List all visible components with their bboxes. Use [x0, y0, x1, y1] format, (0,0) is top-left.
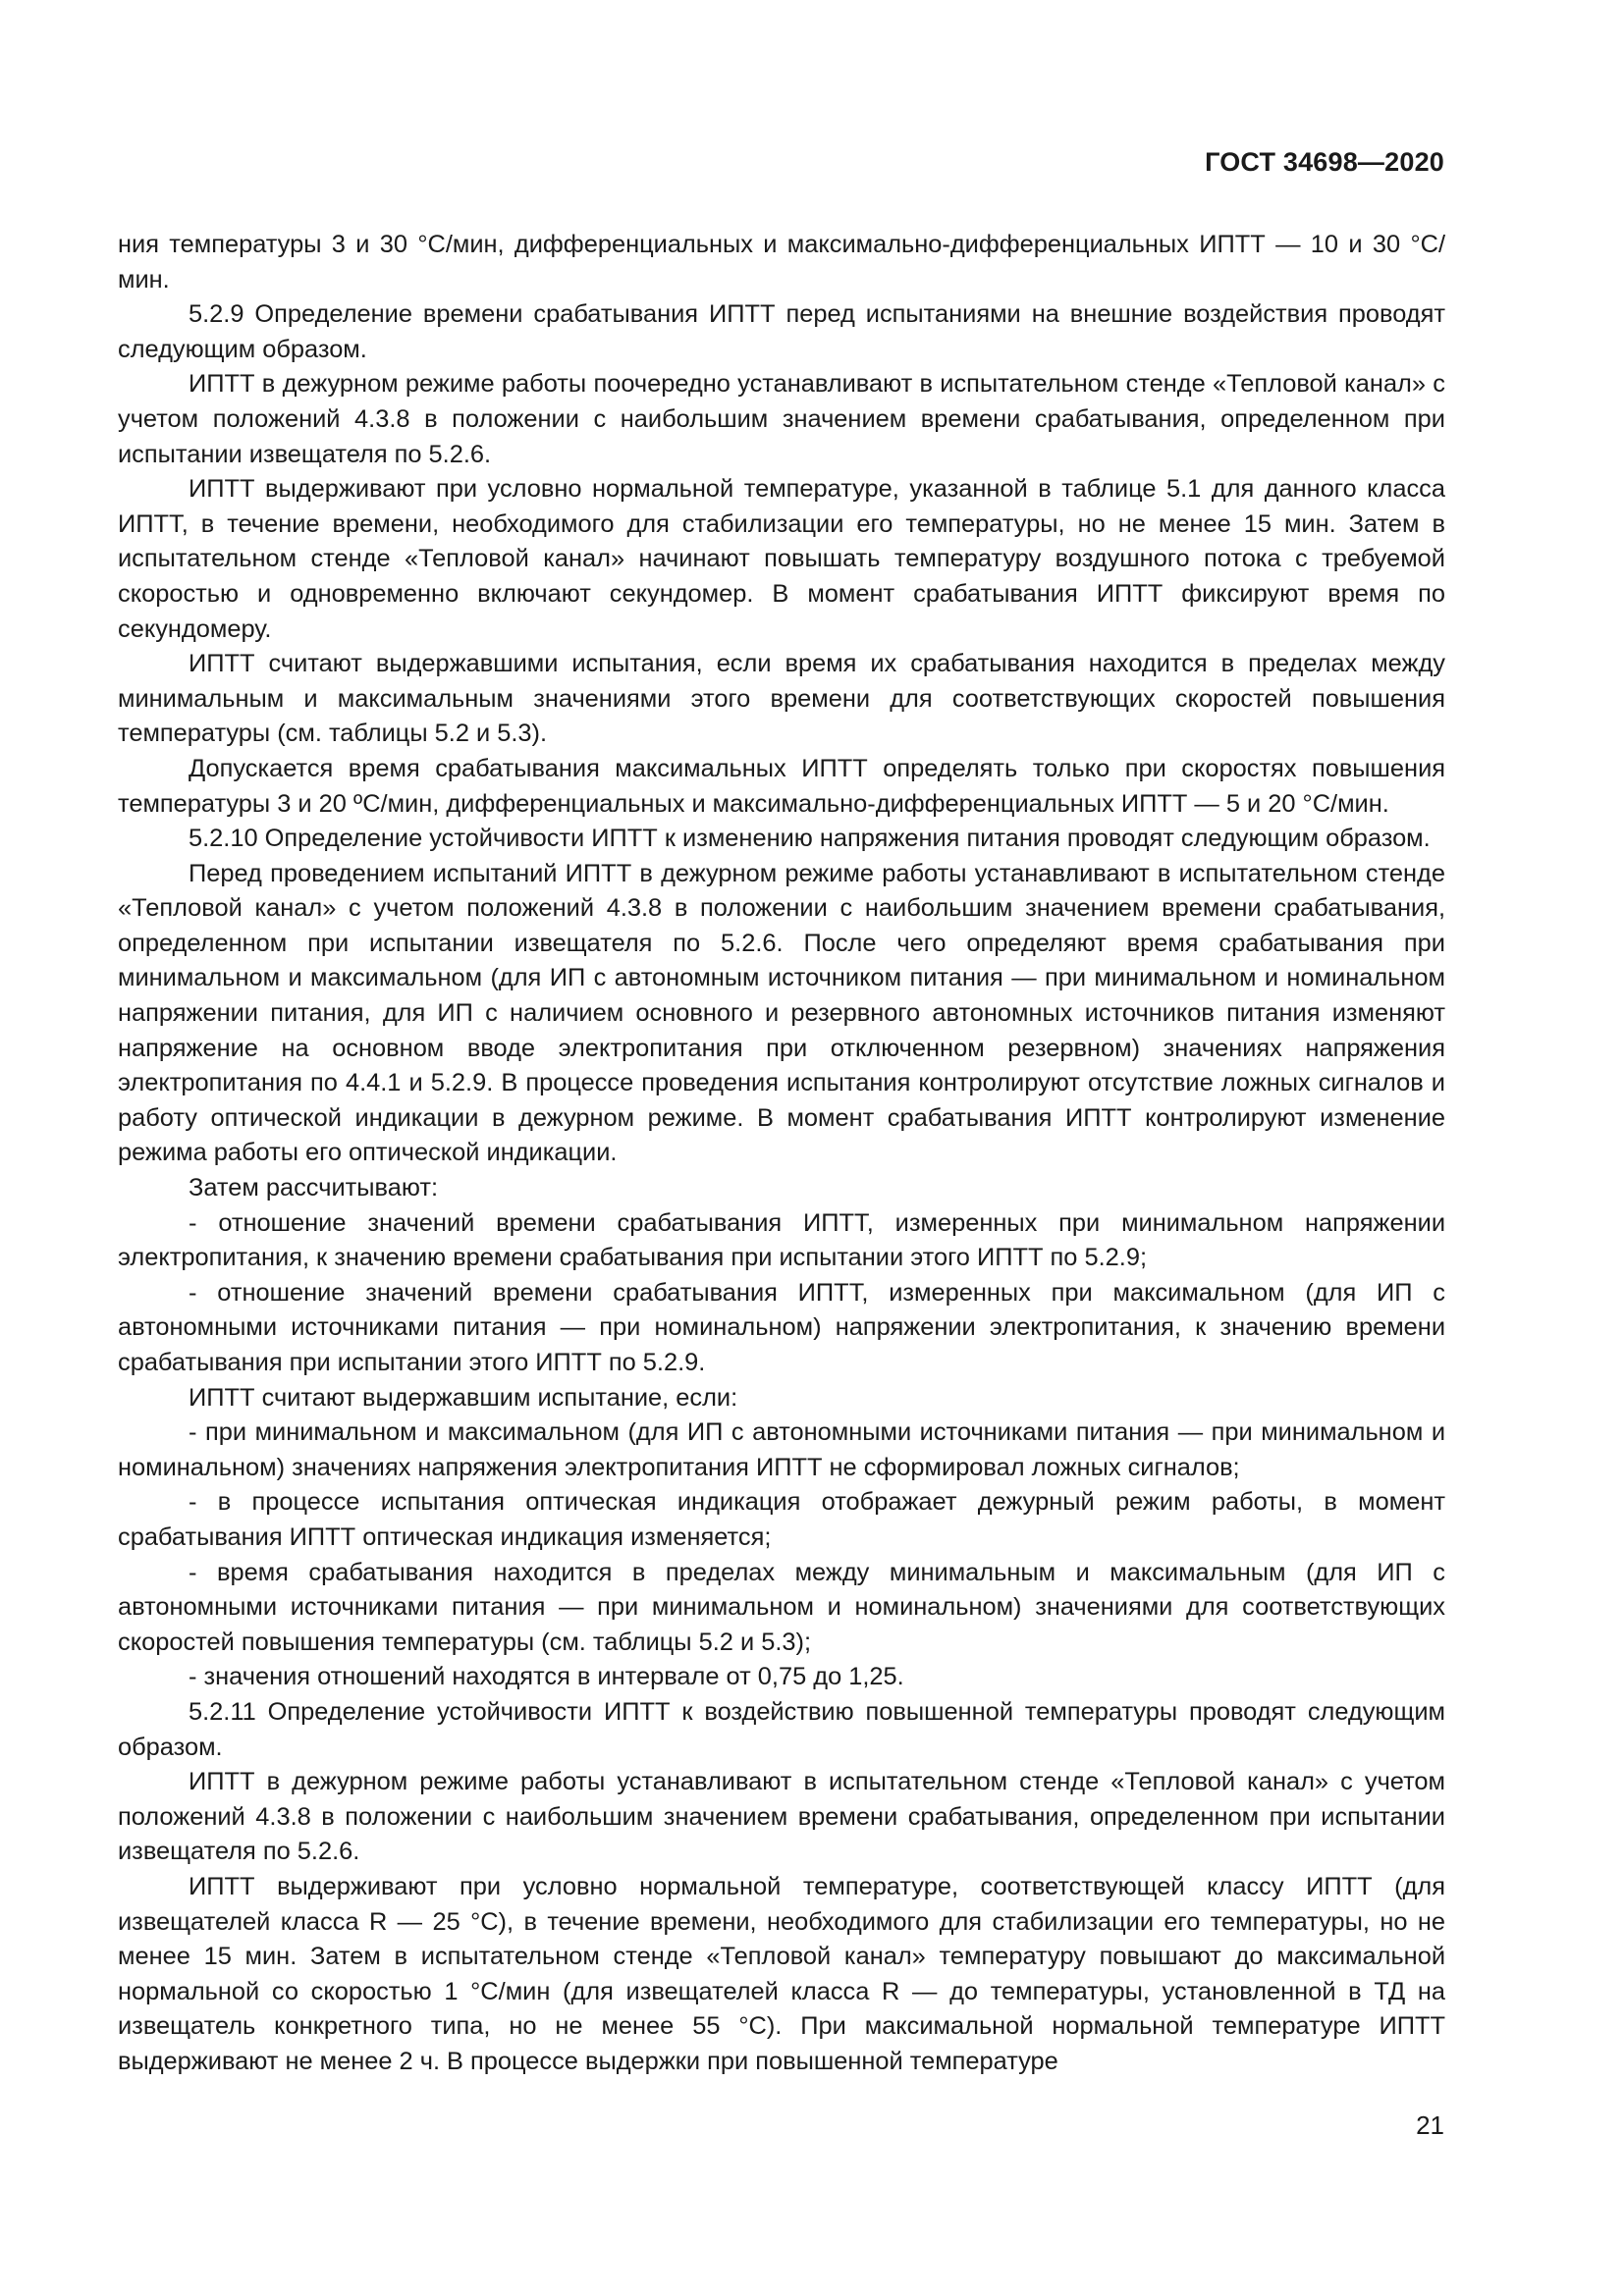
standard-header: ГОСТ 34698—2020 [1205, 147, 1444, 177]
paragraph: ИПТТ выдерживают при условно нормальной температуре, указанной в таблице 5.1 для данного класса ИПТТ, в течение времени, необходимого для стабилизации его температуры, но не менее 15 мин. Затем в испытательном стенде «Тепловой канал» начинают повышать температуру воздушного потока с требуемой скоростью и одновременно включают секундомер. В момент срабатывания ИПТТ фиксируют время по секундомеру. [118, 475, 1445, 643]
list-item: - время срабатывания находится в пределах между минимальным и максимальным (для ИП с автономными источниками питания — при минимальном и номинальном) значениями для соответствующих скоростей повышения температуры (см. таблицы 5.2 и 5.3); [118, 1558, 1445, 1656]
document-body [118, 228, 1445, 2079]
section-5-2-9: 5.2.9 Определение времени срабатывания ИПТТ перед испытаниями на внешние воздействия проводят следующим образом. [118, 300, 1445, 363]
paragraph: ИПТТ выдерживают при условно нормальной температуре, соответствующей классу ИПТТ (для извещателей класса R — 25 °С), в течение времени, необходимого для стабилизации его температуры, но не менее 15 мин. Затем в испытательном стенде «Тепловой канал» температуру повышают до максимальной нормальной со скоростью 1 °С/мин (для извещателей класса R — до температуры, установленной в ТД на извещатель конкретного типа, но не менее 55 °С). При максимальной нормальной температуре ИПТТ выдерживают не менее 2 ч. В процессе выдержки при повышенной температуре [118, 1872, 1445, 2075]
list-item: - в процессе испытания оптическая индикация отображает дежурный режим работы, в момент срабатывания ИПТТ оптическая индикация изменяется; [118, 1488, 1445, 1551]
list-item: - отношение значений времени срабатывания ИПТТ, измеренных при максимальном (для ИП с автономными источниками питания — при номинальном) напряжении электропитания, к значению времени срабатывания при испытании этого ИПТТ по 5.2.9. [118, 1278, 1445, 1376]
section-5-2-11: 5.2.11 Определение устойчивости ИПТТ к воздействию повышенной температуры проводят следующим образом. [118, 1697, 1445, 1761]
paragraph: ния температуры 3 и 30 °С/мин, дифференциальных и максимально-дифференциальных ИПТТ — 10 и 30 °С/мин. [118, 231, 1445, 294]
paragraph: ИПТТ считают выдержавшим испытание, если: [189, 1383, 738, 1412]
list-item: - при минимальном и максимальном (для ИП с автономными источниками питания — при минимальном и номинальном) значениях напряжения электропитания ИПТТ не сформировал ложных сигналов; [118, 1418, 1445, 1481]
page-number: 21 [1416, 2110, 1444, 2140]
paragraph: Затем рассчитывают: [189, 1174, 439, 1202]
paragraph: Допускается время срабатывания максимальных ИПТТ определять только при скоростях повышения температуры 3 и 20 ºС/мин, дифференциальных и максимально-дифференциальных ИПТТ — 5 и 20 °С/мин. [118, 754, 1445, 818]
paragraph: ИПТТ считают выдержавшими испытания, если время их срабатывания находится в пределах между минимальным и максимальным значениями этого времени для соответствующих скоростей повышения температуры (см. таблицы 5.2 и 5.3). [118, 650, 1445, 748]
paragraph: ИПТТ в дежурном режиме работы устанавливают в испытательном стенде «Тепловой канал» с учетом положений 4.3.8 в положении с наибольшим значением времени срабатывания, определенном при испытании извещателя по 5.2.6. [118, 1768, 1445, 1866]
paragraph: Перед проведением испытаний ИПТТ в дежурном режиме работы устанавливают в испытательном стенде «Тепловой канал» с учетом положений 4.3.8 в положении с наибольшим значением времени срабатывания, определенном при испытании извещателя по 5.2.6. После чего определяют время срабатывания при минимальном и максимальном (для ИП с автономным источником питания — при минимальном и номинальном напряжении питания, для ИП с наличием основного и резервного автономных источников питания изменяют напряжение на основном вводе электропитания при отключенном резервном) значениях напряжения электропитания по 4.4.1 и 5.2.9. В процессе проведения испытания контролируют отсутствие ложных сигналов и работу оптической индикации в дежурном режиме. В момент срабатывания ИПТТ контролируют изменение режима работы его оптической индикации. [118, 859, 1445, 1167]
section-5-2-10: 5.2.10 Определение устойчивости ИПТТ к изменению напряжения питания проводят следующим образом. [189, 825, 1431, 853]
paragraph: ИПТТ в дежурном режиме работы поочередно устанавливают в испытательном стенде «Тепловой канал» с учетом положений 4.3.8 в положении с наибольшим значением времени срабатывания, определенном при испытании извещателя по 5.2.6. [118, 370, 1445, 468]
list-item: - значения отношений находятся в интервале от 0,75 до 1,25. [189, 1663, 904, 1691]
list-item: - отношение значений времени срабатывания ИПТТ, измеренных при минимальном напряжении электропитания, к значению времени срабатывания при испытании этого ИПТТ по 5.2.9; [118, 1208, 1445, 1272]
